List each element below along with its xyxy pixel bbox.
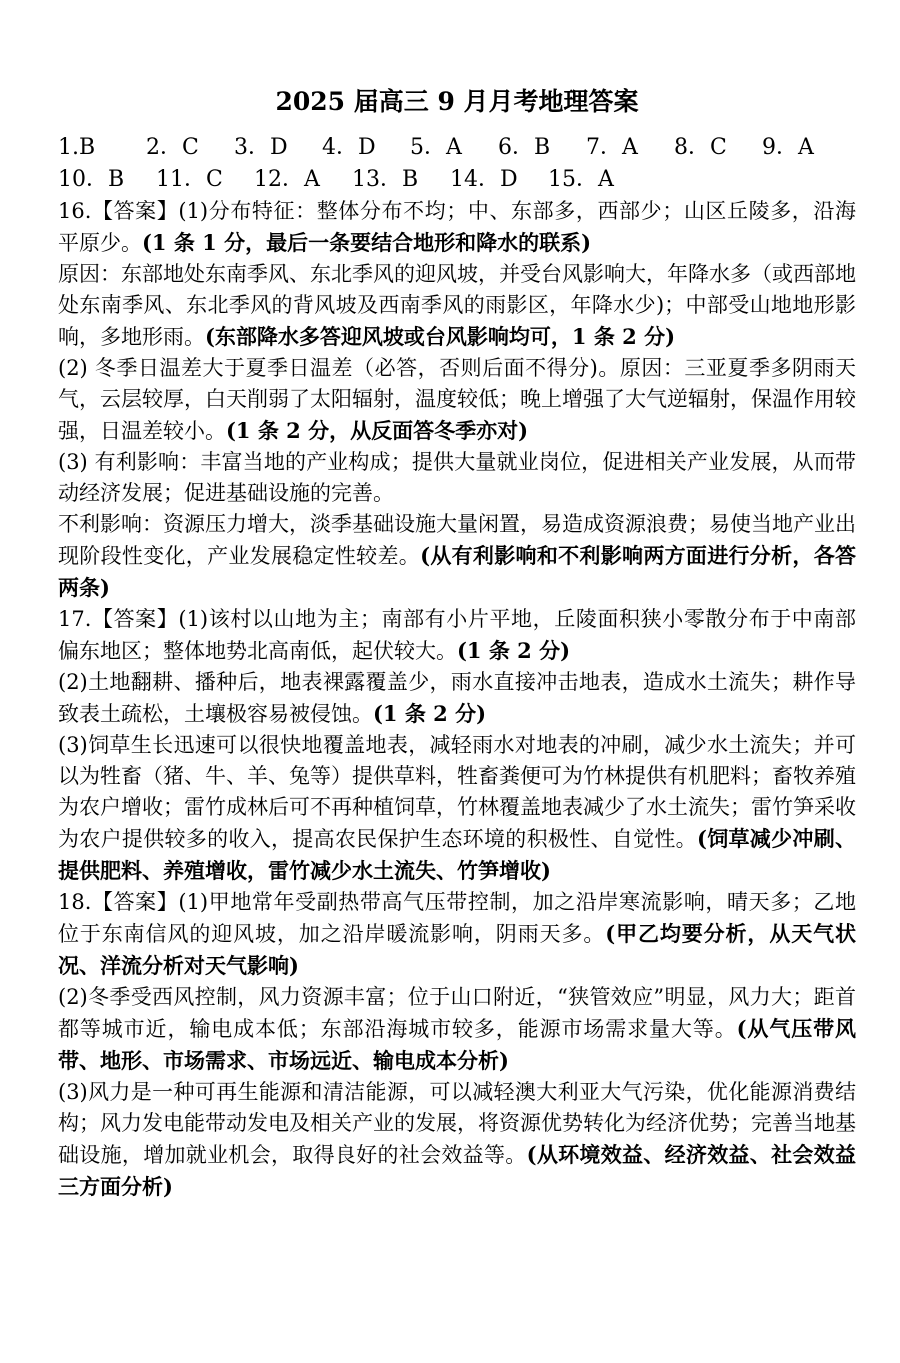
q17-part2: (2)土地翻耕、播种后，地表裸露覆盖少，雨水直接冲击地表，造成水土流失；耕作导致表土疏松，土壤极容易被侵蚀。(1 条 2 分): [58, 670, 856, 726]
mc-answer: 8．C: [674, 135, 727, 160]
mc-answers-row-2: [58, 164, 856, 196]
mc-answer: 3．D: [234, 135, 288, 160]
q18-part1: 18.【答案】(1)甲地常年受副热带高气压带控制，加之沿岸寒流影响，晴天多；乙地位于东南信风的迎风坡，加之沿岸暖流影响，阴雨天多。(甲乙均要分析，从天气状况、洋流分析对天气影响): [58, 890, 856, 978]
mc-answer: 13．B: [352, 167, 419, 192]
q16-part3-positive: (3) 有利影响：丰富当地的产业构成；提供大量就业岗位，促进相关产业发展，从而带动经济发展；促进基础设施的完善。: [58, 450, 856, 505]
scoring-note: (饲草减少冲刷、提供肥料、养殖增收，雷竹减少水土流失、竹笋增收): [58, 826, 856, 883]
scoring-note: (1 条 2 分): [373, 701, 487, 726]
mc-answer: 11．C: [156, 167, 223, 192]
q16-part1: 16.【答案】(1)分布特征：整体分布不均；中、东部多，西部少；山区丘陵多，沿海平原少。(1 条 1 分，最后一条要结合地形和降水的联系): [58, 199, 856, 255]
mc-answer: 10．B: [58, 167, 125, 192]
q16-reason: 原因：东部地处东南季风、东北季风的迎风坡，并受台风影响大，年降水多（或西部地处东南季风、东北季风的背风坡及西南季风的雨影区，年降水少)；中部受山地地形影响，多地形雨。(东部降水多答迎风坡或台风影响均可，1 条 2 分): [58, 262, 856, 349]
scoring-note: (1 条 2 分): [457, 638, 571, 663]
mc-answer: 14．D: [450, 167, 518, 192]
q17-part3: (3)饲草生长迅速可以很快地覆盖地表，减轻雨水对地表的冲刷，减少水土流失；并可以为牲畜（猪、牛、羊、兔等）提供草料，牲畜粪便可为竹林提供有机肥料；畜牧养殖为农户增收；雷竹成林后可不再种植饲草，竹林覆盖地表减少了水土流失；雷竹笋采收为农户提供较多的收入，提高农民保护生态环境的积极性、自觉性。(饲草减少冲刷、提供肥料、养殖增收，雷竹减少水土流失、竹笋增收): [58, 733, 856, 883]
mc-answers-row-1: [58, 132, 856, 164]
mc-answer: 6．B: [498, 135, 551, 160]
page-title: 2025 届高三 9 月月考地理答案: [275, 87, 639, 116]
scoring-note: (从环境效益、经济效益、社会效益三方面分析): [58, 1142, 856, 1199]
mc-answer: 12．A: [254, 167, 320, 192]
mc-answer: 2．C: [146, 135, 199, 160]
q18-part3: (3)风力是一种可再生能源和清洁能源，可以减轻澳大利亚大气污染，优化能源消费结构；风力发电能带动发电及相关产业的发展，将资源优势转化为经济优势；完善当地基础设施，增加就业机会，取得良好的社会效益等。(从环境效益、经济效益、社会效益三方面分析): [58, 1080, 856, 1199]
q16-part3-negative: 不利影响：资源压力增大，淡季基础设施大量闲置，易造成资源浪费；易使当地产业出现阶段性变化，产业发展稳定性较差。(从有利影响和不利影响两方面进行分析，各答两条): [58, 512, 857, 600]
q16-part2: (2) 冬季日温差大于夏季日温差（必答，否则后面不得分)。原因：三亚夏季多阴雨天气，云层较厚，白天削弱了太阳辐射，温度较低；晚上增强了大气逆辐射，保温作用较强，日温差较小。(1 条 2 分，从反面答冬季亦对): [58, 356, 856, 443]
q17-part1: 17.【答案】(1)该村以山地为主；南部有小片平地，丘陵面积狭小零散分布于中南部偏东地区；整体地势北高南低，起伏较大。(1 条 2 分): [58, 607, 856, 663]
q18-part2: (2)冬季受西风控制，风力资源丰富；位于山口附近，“狭管效应”明显，风力大；距首都等城市近，输电成本低；东部沿海城市较多，能源市场需求量大等。(从气压带风带、地形、市场需求、市场远近、输电成本分析): [58, 985, 856, 1073]
scoring-note: (从有利影响和不利影响两方面进行分析，各答两条): [58, 543, 857, 600]
scoring-note: (东部降水多答迎风坡或台风影响均可，1 条 2 分): [205, 324, 676, 349]
scoring-note: (1 条 1 分，最后一条要结合地形和降水的联系): [142, 230, 592, 255]
mc-answer: 5．A: [410, 135, 462, 160]
mc-answer: 1.B: [58, 135, 96, 160]
mc-answer: 9．A: [762, 135, 814, 160]
scoring-note: (甲乙均要分析，从天气状况、洋流分析对天气影响): [58, 921, 856, 978]
mc-answer: 4．D: [322, 135, 376, 160]
scoring-note: (从气压带风带、地形、市场需求、市场远近、输电成本分析): [58, 1016, 856, 1073]
scoring-note: (1 条 2 分，从反面答冬季亦对): [226, 418, 529, 443]
mc-answer: 15．A: [548, 167, 614, 192]
mc-answer: 7．A: [586, 135, 638, 160]
